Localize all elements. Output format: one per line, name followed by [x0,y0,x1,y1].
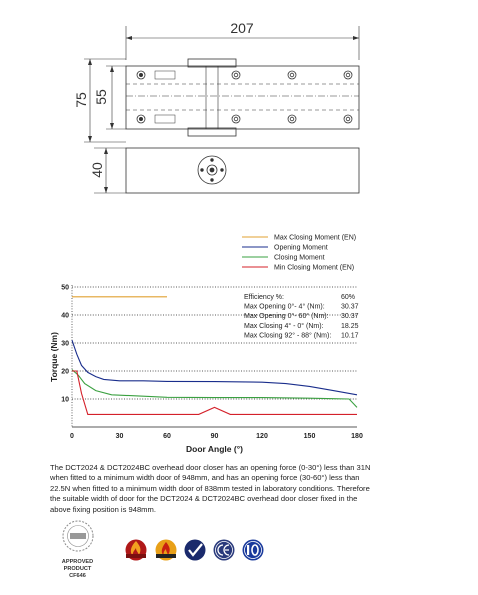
spindle-bolt-icon [211,179,214,182]
x-axis-label: Door Angle (°) [186,444,243,454]
stat-label: Max Opening 0°- 4° (Nm): [244,303,325,311]
fire-rated-badge-icon [126,540,147,561]
series-line-3 [72,371,357,414]
dim-arrow [88,136,92,142]
stat-value: 30.37 [341,303,359,311]
ce-mark-icon [214,540,235,561]
legend-label: Min Closing Moment (EN) [274,264,355,272]
screw-hole-icon [344,71,352,79]
spindle-center-icon [210,168,214,172]
screw-hole-icon [232,71,240,79]
series-line-2 [72,370,357,408]
y-tick-label: 10 [61,396,69,404]
screw-hole-icon [290,73,294,77]
stat-label: Max Closing 92° - 88° (Nm): [244,332,332,340]
checkmark-badge-icon [185,540,206,561]
screw-hole-icon [234,117,238,121]
x-tick-label: 60 [163,433,171,440]
legend-label: Closing Moment [274,254,325,262]
series-line-1 [72,340,357,395]
screw-hole-icon [290,117,294,121]
dim-label-height-outer: 75 [73,92,89,108]
legend-label: Max Closing Moment (EN) [274,234,357,242]
x-tick-label: 120 [256,433,268,440]
dim-arrow [104,148,108,154]
stat-value: 18.25 [341,322,359,330]
approved-product-code: CF646 [69,572,86,579]
y-tick-label: 40 [61,312,69,320]
stat-value: 10.17 [341,332,359,340]
x-tick-label: 90 [210,433,219,440]
valve-icon [139,117,142,120]
product-description: The DCT2024 & DCT2024BC overhead door closer has an opening force (0-30°) less than 31N when fitted to a minimum width door of 948mm, and has an opening force (30-60°) less than 22.5N when fitted to a minimum width door of 838mm tested in laboratory conditions. Therefore the suitable width of door for the DCT2024 & DCT2024BC overhead door closer fixed in the above fixing position is 948mm. [50,463,371,514]
y-tick-label: 20 [61,368,69,376]
screw-hole-icon [344,115,352,123]
certifire-badge-icon [156,540,177,561]
approved-product-label [50,559,105,579]
spindle-bolt-icon [221,169,224,172]
dim-label-height-inner: 55 [93,89,109,105]
torque-chart [49,235,363,455]
stat-label: Max Closing 4° - 0° (Nm): [244,322,324,330]
y-tick-label: 30 [61,340,69,348]
y-tick-label: 50 [61,284,69,292]
y-axis-label: Torque (Nm) [49,332,59,382]
chart-stats [244,294,359,339]
ten-year-guarantee-icon [243,540,264,561]
dim-label-depth: 40 [89,162,105,178]
door-closer-drawing [84,26,359,193]
valve-icon [139,73,142,76]
screw-hole-icon [232,115,240,123]
x-tick-label: 30 [115,433,124,440]
x-tick-label: 180 [351,433,363,440]
screw-hole-icon [346,117,350,121]
closer-body-top-view [126,66,359,129]
approved-product-title: APPROVED PRODUCT [61,559,94,572]
chart-legend [242,235,356,272]
stat-value: 60% [341,294,356,301]
screw-holes [232,71,352,123]
stat-label: Max Opening 0°- 60° (Nm): [244,313,329,321]
dim-label-width: 207 [230,20,254,36]
screw-hole-icon [288,71,296,79]
stat-value: 30.37 [341,313,359,321]
valve-label-plate [155,71,175,79]
spindle-bolt-icon [211,159,214,162]
dim-arrow [110,66,114,72]
screw-hole-icon [346,73,350,77]
closer-body-side-view [126,148,359,193]
adjustment-valves [137,71,175,123]
valve-label-plate [155,115,175,123]
dim-arrow [126,36,132,40]
spindle-bolt-icon [201,169,204,172]
approved-product-seal-icon [63,521,93,551]
x-tick-label: 150 [303,433,316,440]
dim-arrow [353,36,359,40]
screw-hole-icon [288,115,296,123]
screw-hole-icon [234,73,238,77]
certification-badges [63,521,264,561]
legend-label: Opening Moment [274,244,328,252]
dim-arrow [110,123,114,129]
dim-arrow [104,187,108,193]
stat-label: Efficiency %: [244,294,284,301]
dim-arrow [88,59,92,65]
x-tick-label: 0 [70,433,74,440]
